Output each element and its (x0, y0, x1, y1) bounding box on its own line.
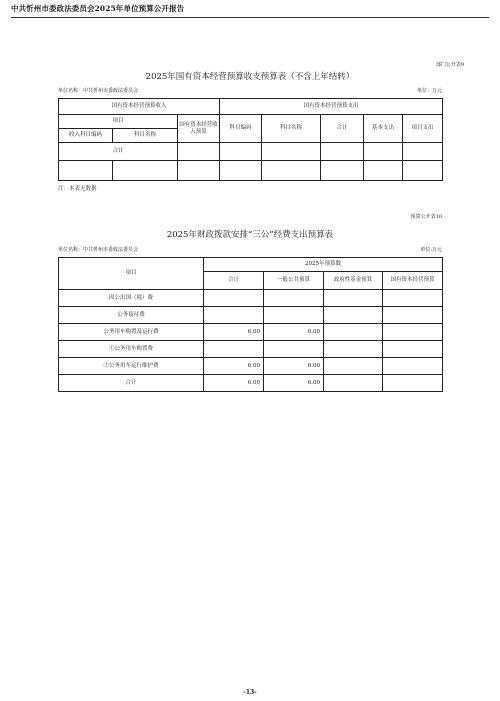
page-number: -13- (243, 689, 257, 696)
head-income: 国有资本经营预算收入 (59, 99, 220, 115)
cell-fund (324, 358, 383, 375)
table-cell (178, 161, 220, 181)
row-label: 公务用车购置及运行费 (59, 324, 204, 341)
col-capital-budget: 国有资本经营预算 (383, 272, 443, 290)
table1-title: 2025年国有资本经营预算收支预算表（不含上年结转） (145, 72, 355, 82)
col-project: 项目支出 (403, 115, 443, 143)
cell-fund (324, 324, 383, 341)
cell-general (264, 290, 324, 307)
three-public-expenses-table (58, 257, 443, 392)
col-subject-code: 科目编码 (220, 115, 262, 143)
col-general-budget: 一般公共预算 (264, 272, 324, 290)
cell-capital (383, 358, 443, 375)
table1-unit-name: 单位名称：中共忻州市委政法委员会 (58, 88, 139, 94)
col-total: 合计 (204, 272, 264, 290)
cell-capital (383, 290, 443, 307)
cell-fund (324, 290, 383, 307)
row-label: ②公务用车运行维护费 (59, 358, 204, 375)
table2-title: 2025年财政拨款安排“三公”经费支出预算表 (166, 230, 334, 240)
table-row (59, 307, 443, 324)
table-cell (59, 161, 113, 181)
table1-unit: 单位：万元 (416, 88, 442, 94)
report-header: 中共忻州市委政法委员会2025年单位预算公开报告 (11, 4, 185, 13)
table-cell (403, 161, 443, 181)
cell-total: 6.00 (204, 324, 264, 341)
cell-fund (324, 375, 383, 392)
cell-total (204, 290, 264, 307)
table2-tag: 预算公开表10 (410, 214, 442, 220)
cell-fund (324, 341, 383, 358)
col-group: 2025年预算数 (204, 258, 443, 272)
cell-capital (383, 375, 443, 392)
table-row (59, 324, 443, 341)
col-fund-budget: 政府性基金预算 (324, 272, 383, 290)
cell-total (204, 341, 264, 358)
col-item: 项目 (59, 115, 178, 129)
state-capital-budget-table (58, 98, 443, 181)
table-cell (178, 143, 220, 161)
table-cell (321, 161, 364, 181)
row-label: 合计 (59, 375, 204, 392)
cell-capital (383, 341, 443, 358)
row-label: ①公务用车购置费 (59, 341, 204, 358)
table-cell (220, 143, 262, 161)
cell-total: 6.00 (204, 375, 264, 392)
table2-unit-name: 单位名称：中共忻州市委政法委员会 (58, 247, 139, 253)
table1-note: 注：本表无数据 (58, 186, 97, 192)
table-cell (403, 143, 443, 161)
col-total: 合计 (321, 115, 364, 143)
table-cell (364, 161, 403, 181)
cell-general: 6.00 (264, 324, 324, 341)
table-cell (262, 143, 321, 161)
table2-unit: 单位:万元 (420, 247, 442, 253)
col-subject-name: 科目名称 (262, 115, 321, 143)
col-item: 项目 (59, 258, 204, 290)
table-row (59, 358, 443, 375)
cell-general (264, 341, 324, 358)
cell-fund (324, 307, 383, 324)
table-cell (113, 161, 178, 181)
table-cell (262, 161, 321, 181)
table-cell (364, 143, 403, 161)
table-row (59, 375, 443, 392)
col-income-code: 收入科目编码 (59, 129, 113, 143)
row-label: 公务接待费 (59, 307, 204, 324)
cell-total: 6.00 (204, 358, 264, 375)
table-row (59, 290, 443, 307)
col-income-budget: 国有资本经营收入预算 (178, 115, 220, 143)
header-divider (11, 17, 489, 18)
table1-tag: 部门公开表9 (435, 62, 464, 68)
cell-capital (383, 324, 443, 341)
cell-general: 6.00 (264, 375, 324, 392)
cell-general: 6.00 (264, 358, 324, 375)
cell-capital (383, 307, 443, 324)
col-basic: 基本支出 (364, 115, 403, 143)
head-expense: 国有资本经营预算支出 (220, 99, 443, 115)
table-row (59, 341, 443, 358)
row-total-label: 合计 (59, 143, 178, 161)
table-cell (321, 143, 364, 161)
cell-general (264, 307, 324, 324)
row-label: 因公出国（境）费 (59, 290, 204, 307)
cell-total (204, 307, 264, 324)
col-income-name: 科目名称 (113, 129, 178, 143)
table-cell (220, 161, 262, 181)
